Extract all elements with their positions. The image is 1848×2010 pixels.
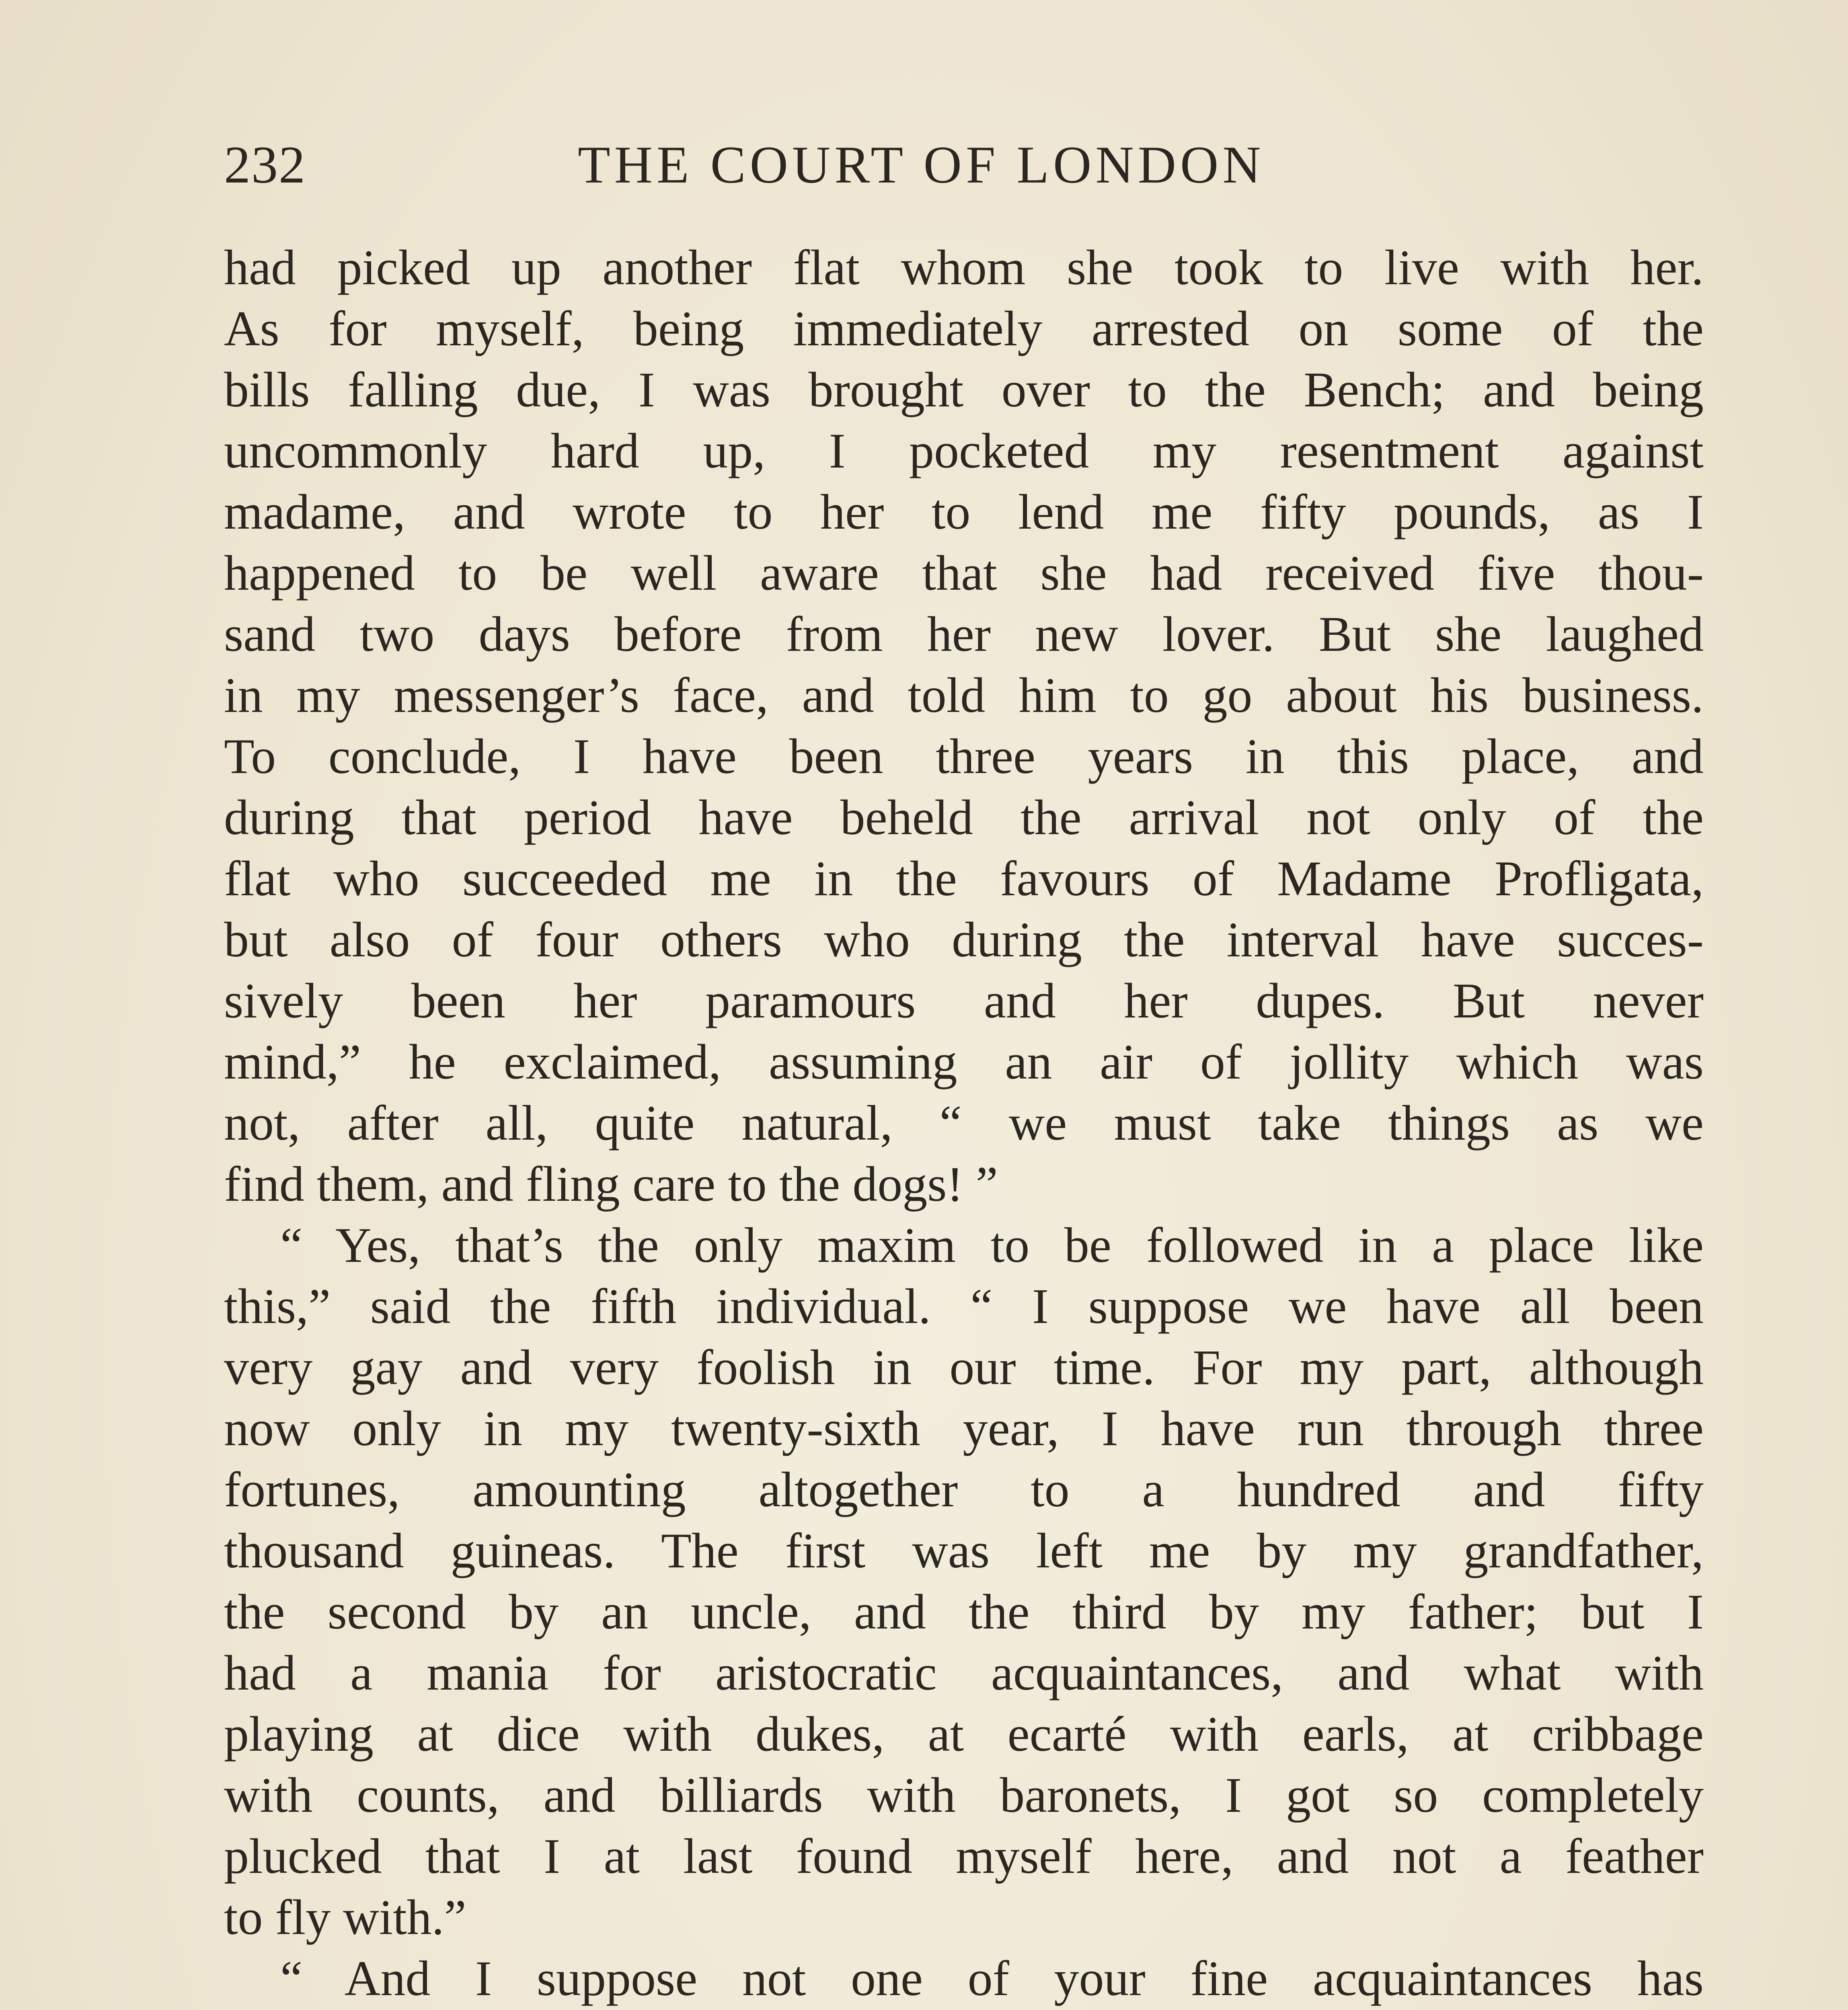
text-line: mind,” he exclaimed, assuming an air of jollity which was: [224, 1034, 1704, 1089]
text-line: sand two days before from her new lover. But she laughed: [224, 607, 1704, 662]
text-line-paragraph-start: “ Yes, that’s the only maxim to be followed in a place like: [280, 1218, 1704, 1273]
text-line: but also of four others who during the interval have succes-: [224, 912, 1704, 967]
text-line: this,” said the fifth individual. “ I suppose we have all been: [224, 1279, 1704, 1334]
text-line: not, after all, quite natural, “ we must take things as we: [224, 1095, 1704, 1151]
text-line: flat who succeeded me in the favours of Madame Profligata,: [224, 851, 1704, 906]
body-text: [224, 237, 1704, 2010]
text-line: during that period have beheld the arrival not only of the: [224, 790, 1704, 845]
text-line: with counts, and billiards with baronets, I got so completely: [224, 1768, 1704, 1823]
text-line: now only in my twenty-sixth year, I have run through three: [224, 1401, 1704, 1456]
text-line: very gay and very foolish in our time. For my part, although: [224, 1340, 1704, 1395]
text-line: uncommonly hard up, I pocketed my resentment against: [224, 423, 1704, 478]
text-line: As for myself, being immediately arrested on some of the: [224, 301, 1704, 356]
text-line: sively been her paramours and her dupes. But never: [224, 973, 1704, 1028]
text-line: fortunes, amounting altogether to a hundred and fifty: [224, 1462, 1704, 1517]
text-line: madame, and wrote to her to lend me fifty pounds, as I: [224, 484, 1704, 539]
text-line: happened to be well aware that she had received five thou-: [224, 546, 1704, 601]
text-line: playing at dice with dukes, at ecarté with earls, at cribbage: [224, 1706, 1704, 1762]
text-line: plucked that I at last found myself here, and not a feather: [224, 1829, 1704, 1884]
text-line: in my messenger’s face, and told him to go about his business.: [224, 668, 1704, 723]
text-line-paragraph-end: find them, and fling care to the dogs! ”: [224, 1157, 998, 1212]
text-line-paragraph-end: to fly with.”: [224, 1890, 466, 1945]
text-line-paragraph-start: “ And I suppose not one of your fine acquaintances has: [280, 1951, 1704, 2006]
text-line: the second by an uncle, and the third by my father; but I: [224, 1584, 1704, 1639]
page-number: 232: [224, 135, 306, 194]
text-line: had a mania for aristocratic acquaintances, and what with: [224, 1645, 1704, 1700]
text-line: had picked up another flat whom she took to live with her.: [224, 240, 1704, 295]
page-header: [224, 133, 1358, 197]
text-line: bills falling due, I was brought over to the Bench; and being: [224, 362, 1704, 417]
text-line: To conclude, I have been three years in this place, and: [224, 729, 1704, 784]
running-head: THE COURT OF LONDON: [578, 135, 1265, 194]
text-line: thousand guineas. The first was left me by my grandfather,: [224, 1523, 1704, 1578]
